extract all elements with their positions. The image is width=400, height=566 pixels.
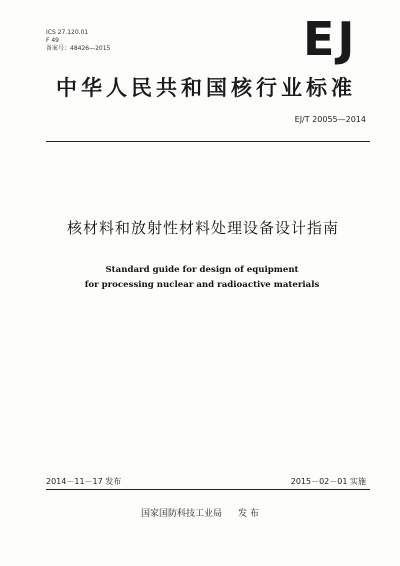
standard-type-heading: 中华人民共和国核行业标准 — [56, 76, 356, 100]
english-title-line-2: for processing nuclear and radioactive materials — [84, 280, 320, 290]
top-divider — [46, 141, 370, 142]
publisher-name: 国家国防科技工业局 — [141, 509, 223, 519]
bottom-divider — [46, 489, 370, 490]
classification-block — [46, 29, 110, 53]
registration-number: 备案号：48426—2015 — [46, 45, 111, 52]
standard-code: EJ/T 20055—2014 — [294, 115, 366, 124]
classification-code: F 49 — [46, 37, 59, 44]
publish-action: 发 布 — [238, 509, 259, 519]
document-title-english — [0, 263, 400, 293]
english-title-line-1: Standard guide for design of equipment — [105, 265, 299, 275]
publisher-line — [0, 506, 400, 519]
document-title-chinese: 核材料和放射性材料处理设备设计指南 — [66, 219, 339, 237]
ej-logo: EJ — [303, 12, 358, 66]
issue-date: 2014－11－17 发布 — [46, 477, 122, 486]
ics-number: ICS 27.120.01 — [46, 29, 89, 36]
implementation-date: 2015－02－01 实施 — [290, 477, 366, 486]
